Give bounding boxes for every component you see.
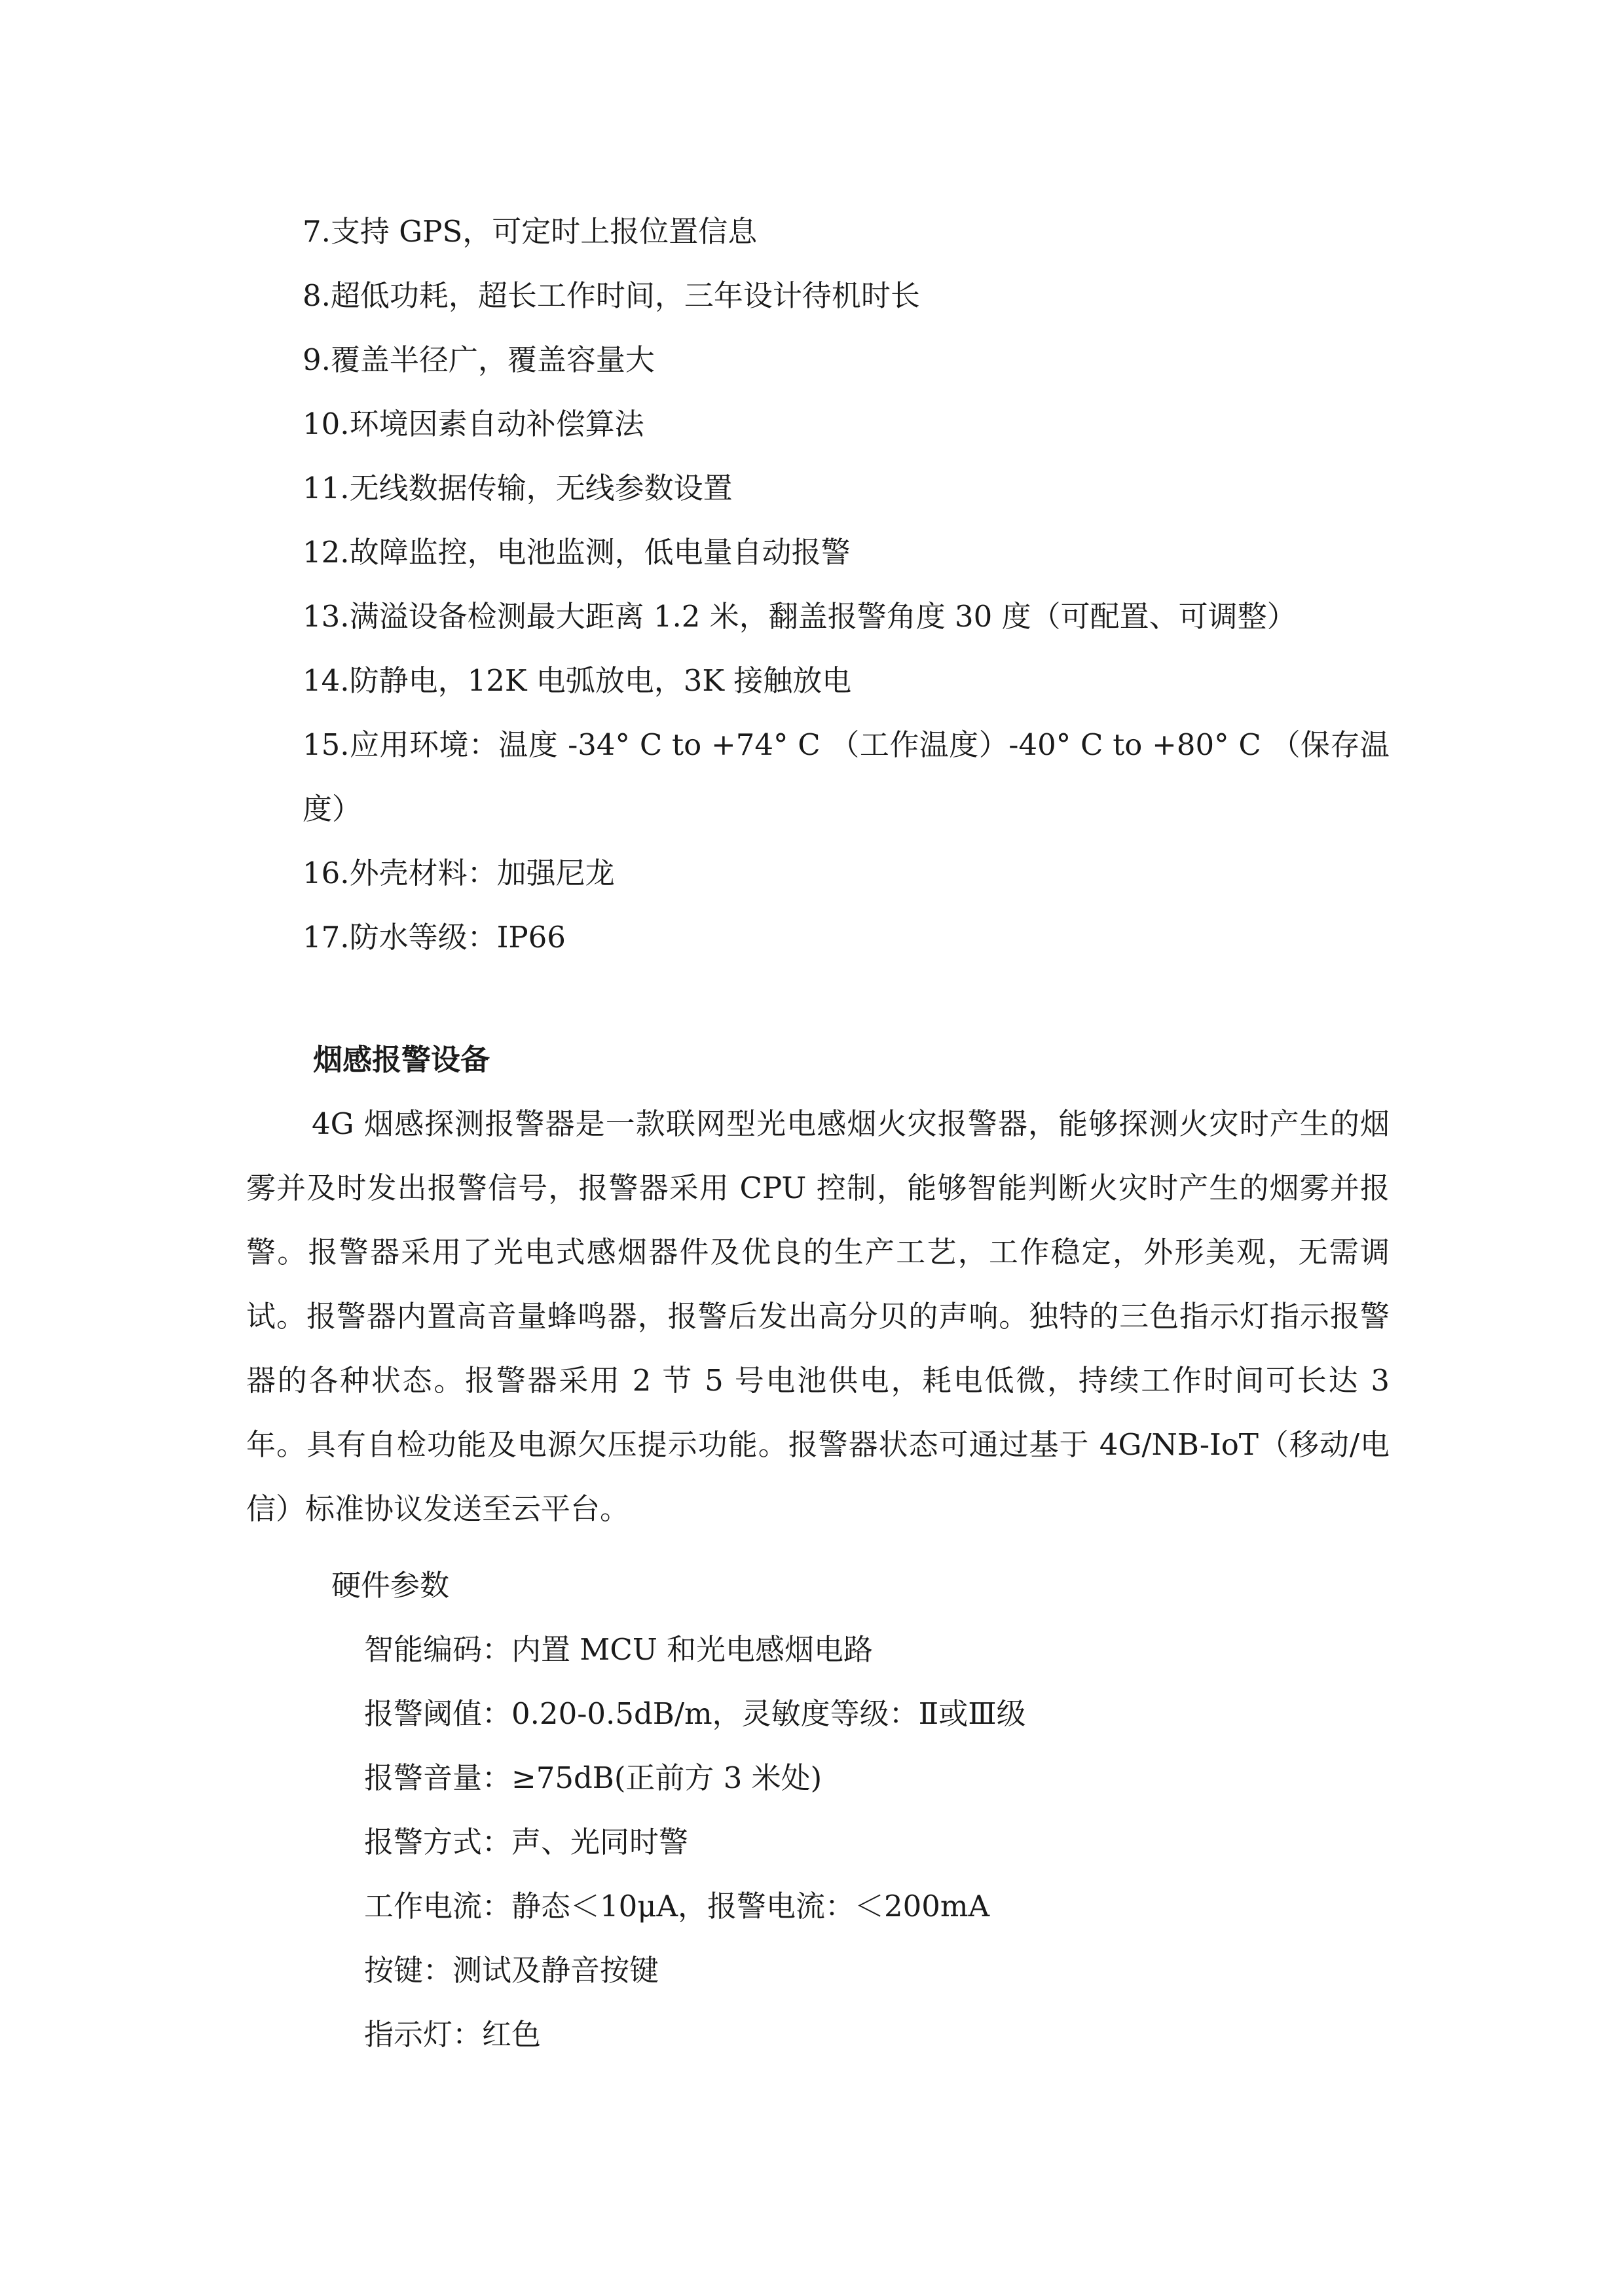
feature-item: 17.防水等级：IP66 [303,920,566,955]
feature-item: 10.环境因素自动补偿算法 [303,407,644,441]
hardware-param: 智能编码：内置 MCU 和光电感烟电路 [364,1632,874,1667]
hardware-param: 指示灯：红色 [364,2017,542,2052]
hardware-heading: 硬件参数 [331,1568,450,1603]
hardware-param-list [364,1618,1390,2067]
feature-item: 16.外壳材料：加强尼龙 [303,856,615,890]
feature-item: 12.故障监控，电池监测，低电量自动报警 [303,535,851,570]
feature-item: 14.防静电，12K 电弧放电，3K 接触放电 [303,663,852,698]
hardware-param: 按键：测试及静音按键 [364,1953,659,1988]
hardware-param: 报警阈值：0.20-0.5dB/m，灵敏度等级：Ⅱ或Ⅲ级 [364,1696,1026,1731]
section-title: 烟感报警设备 [313,1042,490,1077]
feature-item: 11.无线数据传输，无线参数设置 [303,471,733,505]
feature-item: 7.支持 GPS，可定时上报位置信息 [303,214,758,249]
feature-item: 9.覆盖半径广，覆盖容量大 [303,342,655,377]
hardware-param: 报警方式：声、光同时警 [364,1825,689,1859]
hardware-param: 工作电流：静态＜10μA，报警电流：＜200mA [364,1889,990,1923]
feature-item: 8.超低功耗，超长工作时间，三年设计待机时长 [303,278,920,313]
feature-list [303,200,1390,970]
intro-paragraph: 4G 烟感探测报警器是一款联网型光电感烟火灾报警器，能够探测火灾时产生的烟雾并及时发出报警信号，报警器采用 CPU 控制，能够智能判断火灾时产生的烟雾并报警。报警器采用了光电式感烟器件及优良的生产工艺，工作稳定，外形美观，无需调试。报警器内置高音量蜂鸣器，报警后发出高分贝的声响。独特的三色指示灯指示报警器的各种状态。报警器采用 2 节 5 号电池供电，耗电低微，持续工作时间可长达 3 年。具有自检功能及电源欠压提示功能。报警器状态可通过基于 4G/NB-IoT（移动/电信）标准协议发送至云平台。 [246,1106,1390,1526]
feature-item: 13.满溢设备检测最大距离 1.2 米，翻盖报警角度 30 度（可配置、可调整） [303,599,1297,634]
feature-item: 15.应用环境：温度 -34° C to +74° C （工作温度）-40° C to +80° C （保存温度） [303,727,1390,826]
hardware-param: 报警音量：≥75dB(正前方 3 米处) [364,1760,822,1795]
